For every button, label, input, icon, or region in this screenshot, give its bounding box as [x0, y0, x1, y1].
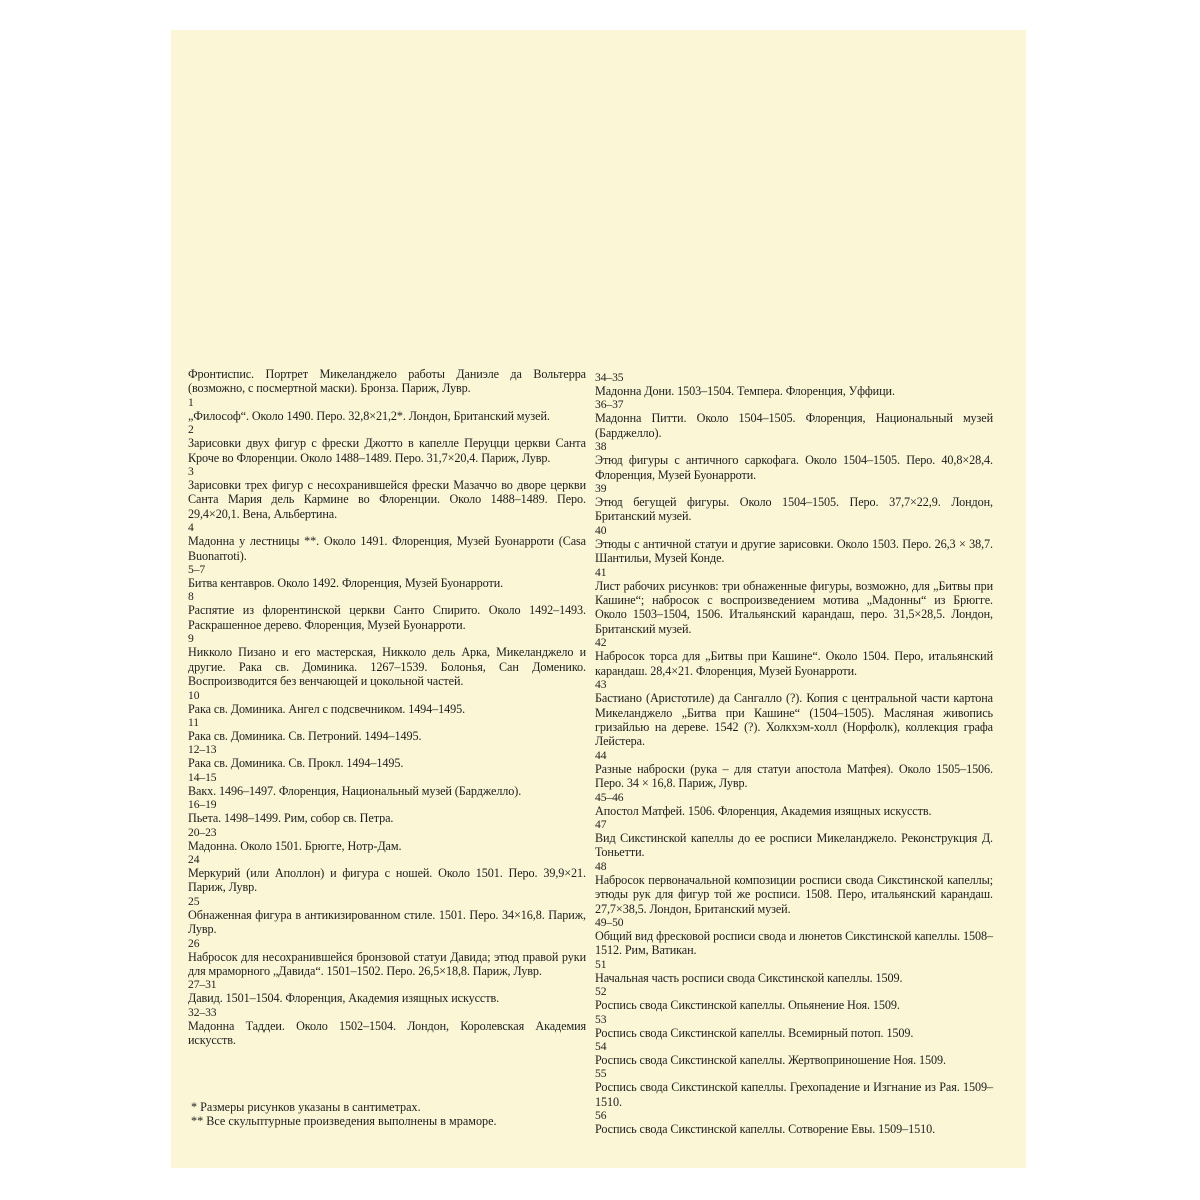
entry-description: Начальная часть росписи свода Сикстинской капеллы. 1509.: [595, 970, 903, 985]
catalog-entry: [188, 799, 586, 825]
catalog-entry: [595, 917, 993, 958]
entry-description: Рака св. Доминика. Ангел с подсвечником. 1494–1495.: [188, 701, 466, 716]
entry-description: Бастиано (Аристотиле) да Сангалло (?). Копия с центральной части картона Микеланджело „Битва при Кашине“ (1504–1505). Масляная живопись гризайлью на дереве. 1542 (?). Холкхэм-холл (Норфолк), коллекция графа Лейстера.: [595, 691, 993, 749]
catalog-entry: [188, 633, 586, 688]
catalog-entry: [595, 1110, 993, 1136]
entry-number: 11: [188, 715, 199, 729]
catalog-entry: [188, 591, 586, 632]
entry-description: Этюды с античной статуи и другие зарисовки. Около 1503. Перо. 26,3 × 38,7. Шантильи, Музей Конде.: [595, 536, 993, 566]
catalog-entry: [188, 690, 586, 716]
entry-number: 44: [595, 748, 607, 762]
entry-number: 20–23: [188, 825, 217, 839]
entry-description: Роспись свода Сикстинской капеллы. Всемирный потоп. 1509.: [595, 1025, 914, 1040]
entry-description: Лист рабочих рисунков: три обнаженные фигуры, возможно, для „Битвы при Кашине“; набросок с воспроизведением мотива „Мадонны“ из Брюгге. Около 1503–1504, 1506. Итальянский карандаш, перо. 31,5×28,5. Лондон, Британский музей.: [595, 578, 993, 636]
entry-number: 9: [188, 632, 194, 646]
left-column: [188, 367, 586, 1048]
entry-number: 48: [595, 859, 607, 873]
entry-number: 43: [595, 678, 607, 692]
entry-description: Мадонна Дони. 1503–1504. Темпера. Флоренция, Уффици.: [595, 384, 895, 398]
entry-description: Роспись свода Сикстинской капеллы. Опьянение Ноя. 1509.: [595, 998, 900, 1013]
catalog-entry: [188, 466, 586, 521]
catalog-entry: [595, 441, 993, 482]
entry-number: 10: [188, 688, 200, 702]
entry-number: 51: [595, 957, 607, 971]
catalog-entry: [595, 819, 993, 860]
entry-description: Распятие из флорентинской церкви Санто Спирито. Около 1492–1493. Раскрашенное дерево. Флоренция, Музей Буонарроти.: [188, 603, 586, 632]
catalog-entry: [595, 399, 993, 440]
entry-number: 45–46: [595, 790, 624, 804]
entry-number: 3: [188, 465, 194, 479]
entry-description: Давид. 1501–1504. Флоренция, Академия изящных искусств.: [188, 991, 500, 1006]
entry-description: Этюд бегущей фигуры. Около 1504–1505. Перо. 37,7×22,9. Лондон, Британский музей.: [595, 495, 993, 524]
catalog-entry: [188, 744, 586, 770]
entry-description: Набросок первоначальной композиции росписи свода Сикстинской капеллы; этюды рук для фигур той же росписи. 1508. Перо, итальянский карандаш. 27,7×38,5. Лондон, Британский музей.: [595, 872, 993, 916]
entry-description: Роспись свода Сикстинской капеллы. Жертвоприношение Ноя. 1509.: [595, 1053, 946, 1067]
catalog-entry: [595, 1041, 993, 1067]
entry-number: 38: [595, 440, 607, 454]
right-column: [595, 371, 993, 1137]
entry-description: Этюд фигуры с античного саркофага. Около 1504–1505. Перо. 40,8×28,4. Флоренция, Музей Буонарроти.: [595, 453, 993, 482]
catalog-entry: [188, 772, 586, 798]
catalog-entry: [595, 861, 993, 916]
catalog-entry: [188, 397, 586, 423]
catalog-entry: [188, 1007, 586, 1048]
entry-number: 42: [595, 636, 607, 650]
catalog-entry: [595, 483, 993, 524]
catalog-entry: [188, 827, 586, 853]
entry-number: 1: [188, 395, 194, 409]
entry-number: 4: [188, 521, 194, 535]
entry-description: „Философ“. Около 1490. Перо. 32,8×21,2*. Лондон, Британский музей.: [188, 408, 550, 423]
entry-description: Зарисовки двух фигур с фрески Джотто в капелле Перуцци церкви Санта Кроче во Флоренции. Около 1488–1489. Перо. 31,7×20,4. Париж, Лувр.: [188, 436, 586, 465]
catalog-entry: [188, 424, 586, 465]
entry-description: Набросок торса для „Битвы при Кашине“. Около 1504. Перо, итальянский карандаш. 28,4×21. Флоренция, Музей Буонарроти.: [595, 649, 993, 678]
catalog-entry: [188, 717, 586, 743]
catalog-entry: [595, 1068, 993, 1109]
entry-number: 25: [188, 894, 200, 908]
entry-number: 32–33: [188, 1005, 217, 1019]
entry-description: Общий вид фресковой росписи свода и люнетов Сикстинской капеллы. 1508–1512. Рим, Ватикан.: [595, 928, 993, 958]
entry-number: 53: [595, 1012, 607, 1026]
entry-number: 5–7: [188, 563, 206, 577]
entry-number: 41: [595, 565, 607, 579]
entry-number: 16–19: [188, 798, 217, 812]
entry-number: 36–37: [595, 398, 624, 412]
entry-description: Фронтиспис. Портрет Микеланджело работы Даниэле да Вольтерра (возможно, с посмертной маски). Бронза. Париж, Лувр.: [188, 367, 586, 396]
entry-number: 8: [188, 590, 194, 604]
entry-description: Мадонна. Около 1501. Брюгге, Нотр-Дам.: [188, 838, 402, 853]
entry-description: Мадонна у лестницы **. Около 1491. Флоренция, Музей Буонарроти (Casa Buonarroti).: [188, 534, 586, 563]
entry-number: 49–50: [595, 915, 624, 929]
book-page: [171, 30, 1026, 1168]
entry-number: 34–35: [595, 371, 624, 384]
entry-description: Набросок для несохранившейся бронзовой статуи Давида; этюд правой руки для мраморного „Давида“. 1501–1502. Перо. 26,5×18,8. Париж, Лувр.: [188, 949, 586, 978]
catalog-entry: [188, 854, 586, 895]
entry-description: Пьета. 1498–1499. Рим, собор св. Петра.: [188, 811, 394, 826]
entry-number: 40: [595, 523, 607, 537]
catalog-entry: [188, 979, 586, 1005]
catalog-entry: [595, 567, 993, 637]
catalog-entry: [595, 986, 993, 1012]
entry-number: 27–31: [188, 978, 217, 992]
entry-description: Разные наброски (рука – для статуи апостола Матфея). Около 1505–1506. Перо. 34 × 16,8. Париж, Лувр.: [595, 761, 993, 791]
catalog-entry: [595, 792, 993, 818]
entry-number: 52: [595, 985, 607, 999]
entry-description: Обнаженная фигура в антикизированном стиле. 1501. Перо. 34×16,8. Париж, Лувр.: [188, 907, 586, 937]
entry-description: Роспись свода Сикстинской капеллы. Сотворение Евы. 1509–1510.: [595, 1122, 936, 1137]
catalog-entry: [188, 938, 586, 979]
entry-number: 55: [595, 1067, 607, 1081]
catalog-entry: [595, 637, 993, 678]
entry-number: 26: [188, 936, 200, 950]
footnote-sizes: * Размеры рисунков указаны в сантиметрах.: [191, 1100, 421, 1114]
entry-description: Вакх. 1496–1497. Флоренция, Национальный музей (Барджелло).: [188, 783, 522, 798]
entry-description: Рака св. Доминика. Св. Прокл. 1494–1495.: [188, 756, 404, 771]
catalog-entry: [595, 1014, 993, 1040]
catalog-entry: [595, 525, 993, 566]
entry-number: 12–13: [188, 743, 217, 757]
entry-number: 39: [595, 482, 607, 496]
catalog-entry: [595, 959, 993, 985]
entry-description: Зарисовки трех фигур с несохранившейся фрески Мазаччо во дворе церкви Санта Мария дель Кармине во Флоренции. Около 1488–1489. Перо. 29,4×20,1. Вена, Альбертина.: [188, 478, 586, 521]
entry-description: Битва кентавров. Около 1492. Флоренция, Музей Буонарроти.: [188, 576, 504, 591]
entry-description: Апостол Матфей. 1506. Флоренция, Академия изящных искусств.: [595, 803, 932, 818]
entry-description: Меркурий (или Аполлон) и фигура с ношей. Около 1501. Перо. 39,9×21. Париж, Лувр.: [188, 865, 586, 895]
entry-number: 14–15: [188, 770, 217, 784]
catalog-entry: [188, 896, 586, 937]
entry-description: Мадонна Питти. Около 1504–1505. Флоренция, Национальный музей (Барджелло).: [595, 411, 993, 440]
catalog-entry: [595, 750, 993, 791]
entry-number: 56: [595, 1109, 607, 1123]
catalog-entry: [595, 372, 993, 398]
catalog-entry: [188, 367, 586, 396]
entry-number: 24: [188, 852, 200, 866]
catalog-entry: [595, 679, 993, 749]
entry-number: 54: [595, 1040, 607, 1053]
footnotes: [191, 1100, 591, 1129]
entry-number: 47: [595, 817, 607, 831]
entry-description: Мадонна Таддеи. Около 1502–1504. Лондон, Королевская Академия искусств.: [188, 1018, 586, 1048]
catalog-entry: [188, 564, 586, 590]
entry-description: Рака св. Доминика. Св. Петроний. 1494–1495.: [188, 728, 422, 743]
catalog-entry: [188, 522, 586, 563]
footnote-marble: ** Все скульптурные произведения выполнены в мраморе.: [191, 1114, 497, 1129]
entry-number: 2: [188, 423, 194, 437]
entry-description: Вид Сикстинской капеллы до ее росписи Микеланджело. Реконструкция Д. Тоньетти.: [595, 830, 993, 860]
entry-description: Роспись свода Сикстинской капеллы. Грехопадение и Изгнание из Рая. 1509–1510.: [595, 1080, 993, 1109]
entry-description: Никколо Пизано и его мастерская, Никколо дель Арка, Микеланджело и другие. Рака св. Доминика. 1267–1539. Болонья, Сан Доменико. Воспроизводится без венчающей и цокольной частей.: [188, 645, 586, 689]
